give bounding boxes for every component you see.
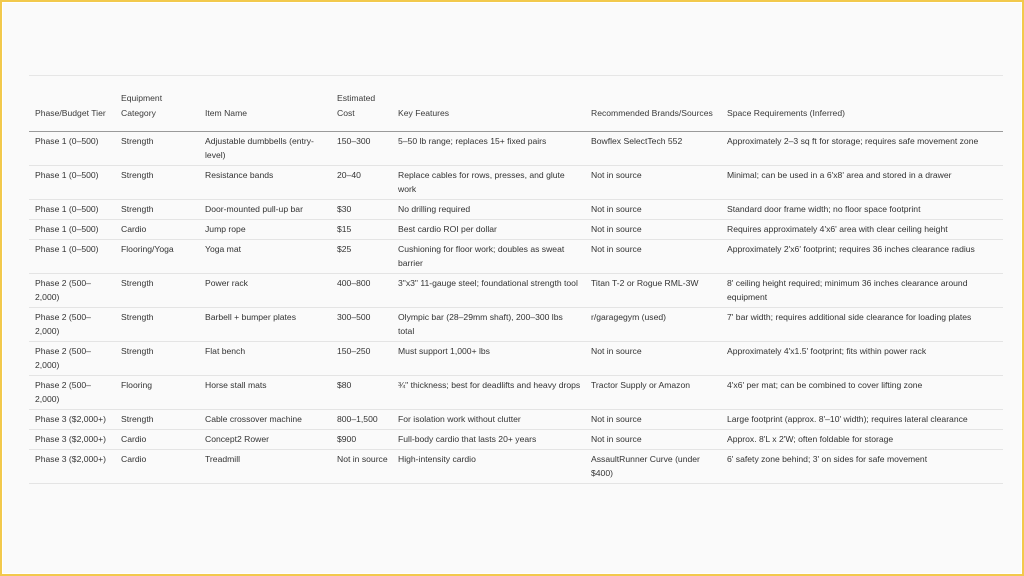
cell-brands: Not in source <box>585 430 721 450</box>
cell-space: 7' bar width; requires additional side clearance for loading plates <box>721 308 1003 342</box>
cell-item-name: Yoga mat <box>199 240 331 274</box>
cell-space: Approximately 4'x1.5' footprint; fits within power rack <box>721 342 1003 376</box>
cell-phase: Phase 1 (0–500) <box>29 240 115 274</box>
cell-space: Minimal; can be used in a 6'x8' area and stored in a drawer <box>721 166 1003 200</box>
cell-brands: Tractor Supply or Amazon <box>585 376 721 410</box>
cell-brands: Bowflex SelectTech 552 <box>585 132 721 166</box>
cell-cost: 400–800 <box>331 274 392 308</box>
cell-brands: Not in source <box>585 200 721 220</box>
top-divider <box>29 75 1003 76</box>
cell-category: Cardio <box>115 430 199 450</box>
cell-category: Strength <box>115 132 199 166</box>
cell-phase: Phase 2 (500–2,000) <box>29 376 115 410</box>
cell-key-features: For isolation work without clutter <box>392 410 585 430</box>
cell-category: Strength <box>115 274 199 308</box>
table-row <box>29 200 1003 220</box>
cell-space: 6' safety zone behind; 3' on sides for safe movement <box>721 450 1003 484</box>
cell-category: Strength <box>115 342 199 376</box>
cell-space: 4'x6' per mat; can be combined to cover lifting zone <box>721 376 1003 410</box>
table-row <box>29 430 1003 450</box>
cell-cost: 800–1,500 <box>331 410 392 430</box>
cell-cost: $900 <box>331 430 392 450</box>
table-row <box>29 132 1003 166</box>
cell-cost: $25 <box>331 240 392 274</box>
cell-key-features: Best cardio ROI per dollar <box>392 220 585 240</box>
cell-space: Large footprint (approx. 8'–10' width); requires lateral clearance <box>721 410 1003 430</box>
cell-cost: $15 <box>331 220 392 240</box>
cell-category: Cardio <box>115 220 199 240</box>
header-category: Equipment Category <box>115 85 199 132</box>
cell-item-name: Horse stall mats <box>199 376 331 410</box>
table-row <box>29 308 1003 342</box>
cell-cost: 150–300 <box>331 132 392 166</box>
cell-item-name: Resistance bands <box>199 166 331 200</box>
cell-category: Flooring/Yoga <box>115 240 199 274</box>
cell-key-features: 3"x3" 11-gauge steel; foundational strength tool <box>392 274 585 308</box>
cell-category: Strength <box>115 308 199 342</box>
cell-key-features: Must support 1,000+ lbs <box>392 342 585 376</box>
cell-category: Strength <box>115 200 199 220</box>
cell-category: Cardio <box>115 450 199 484</box>
header-cost: Estimated Cost <box>331 85 392 132</box>
table-row <box>29 240 1003 274</box>
header-phase: Phase/Budget Tier <box>29 85 115 132</box>
cell-phase: Phase 1 (0–500) <box>29 220 115 240</box>
cell-phase: Phase 1 (0–500) <box>29 132 115 166</box>
table-row <box>29 220 1003 240</box>
cell-brands: Not in source <box>585 220 721 240</box>
cell-phase: Phase 3 ($2,000+) <box>29 430 115 450</box>
cell-brands: Not in source <box>585 166 721 200</box>
table-row <box>29 274 1003 308</box>
cell-cost: 300–500 <box>331 308 392 342</box>
cell-key-features: Replace cables for rows, presses, and glute work <box>392 166 585 200</box>
cell-space: 8' ceiling height required; minimum 36 inches clearance around equipment <box>721 274 1003 308</box>
cell-cost: 150–250 <box>331 342 392 376</box>
cell-item-name: Cable crossover machine <box>199 410 331 430</box>
cell-phase: Phase 1 (0–500) <box>29 200 115 220</box>
cell-item-name: Power rack <box>199 274 331 308</box>
cell-key-features: 5–50 lb range; replaces 15+ fixed pairs <box>392 132 585 166</box>
header-key-features: Key Features <box>392 85 585 132</box>
cell-phase: Phase 1 (0–500) <box>29 166 115 200</box>
cell-space: Approximately 2'x6' footprint; requires 36 inches clearance radius <box>721 240 1003 274</box>
cell-cost: $80 <box>331 376 392 410</box>
cell-brands: Not in source <box>585 410 721 430</box>
cell-item-name: Door-mounted pull-up bar <box>199 200 331 220</box>
header-space: Space Requirements (Inferred) <box>721 85 1003 132</box>
cell-key-features: Cushioning for floor work; doubles as sweat barrier <box>392 240 585 274</box>
equipment-table <box>29 85 1003 484</box>
cell-brands: AssaultRunner Curve (under $400) <box>585 450 721 484</box>
cell-space: Approximately 2–3 sq ft for storage; requires safe movement zone <box>721 132 1003 166</box>
table-row <box>29 410 1003 430</box>
cell-item-name: Treadmill <box>199 450 331 484</box>
cell-phase: Phase 2 (500–2,000) <box>29 308 115 342</box>
cell-brands: Titan T-2 or Rogue RML-3W <box>585 274 721 308</box>
cell-space: Approx. 8'L x 2'W; often foldable for storage <box>721 430 1003 450</box>
cell-item-name: Flat bench <box>199 342 331 376</box>
cell-category: Strength <box>115 410 199 430</box>
cell-category: Flooring <box>115 376 199 410</box>
cell-item-name: Jump rope <box>199 220 331 240</box>
cell-key-features: Full-body cardio that lasts 20+ years <box>392 430 585 450</box>
table-row <box>29 342 1003 376</box>
cell-item-name: Concept2 Rower <box>199 430 331 450</box>
cell-key-features: High-intensity cardio <box>392 450 585 484</box>
cell-cost: Not in source <box>331 450 392 484</box>
header-brands: Recommended Brands/Sources <box>585 85 721 132</box>
table-row <box>29 450 1003 484</box>
cell-phase: Phase 3 ($2,000+) <box>29 450 115 484</box>
cell-category: Strength <box>115 166 199 200</box>
cell-item-name: Barbell + bumper plates <box>199 308 331 342</box>
table-row <box>29 166 1003 200</box>
cell-space: Requires approximately 4'x6' area with clear ceiling height <box>721 220 1003 240</box>
cell-brands: Not in source <box>585 342 721 376</box>
cell-cost: $30 <box>331 200 392 220</box>
cell-phase: Phase 3 ($2,000+) <box>29 410 115 430</box>
table-row <box>29 376 1003 410</box>
cell-phase: Phase 2 (500–2,000) <box>29 342 115 376</box>
cell-brands: r/garagegym (used) <box>585 308 721 342</box>
header-row <box>29 85 1003 132</box>
cell-key-features: Olympic bar (28–29mm shaft), 200–300 lbs total <box>392 308 585 342</box>
cell-space: Standard door frame width; no floor space footprint <box>721 200 1003 220</box>
header-item-name: Item Name <box>199 85 331 132</box>
cell-cost: 20–40 <box>331 166 392 200</box>
cell-item-name: Adjustable dumbbells (entry-level) <box>199 132 331 166</box>
cell-phase: Phase 2 (500–2,000) <box>29 274 115 308</box>
cell-brands: Not in source <box>585 240 721 274</box>
content-panel <box>3 3 1021 573</box>
cell-key-features: ¾" thickness; best for deadlifts and heavy drops <box>392 376 585 410</box>
cell-key-features: No drilling required <box>392 200 585 220</box>
